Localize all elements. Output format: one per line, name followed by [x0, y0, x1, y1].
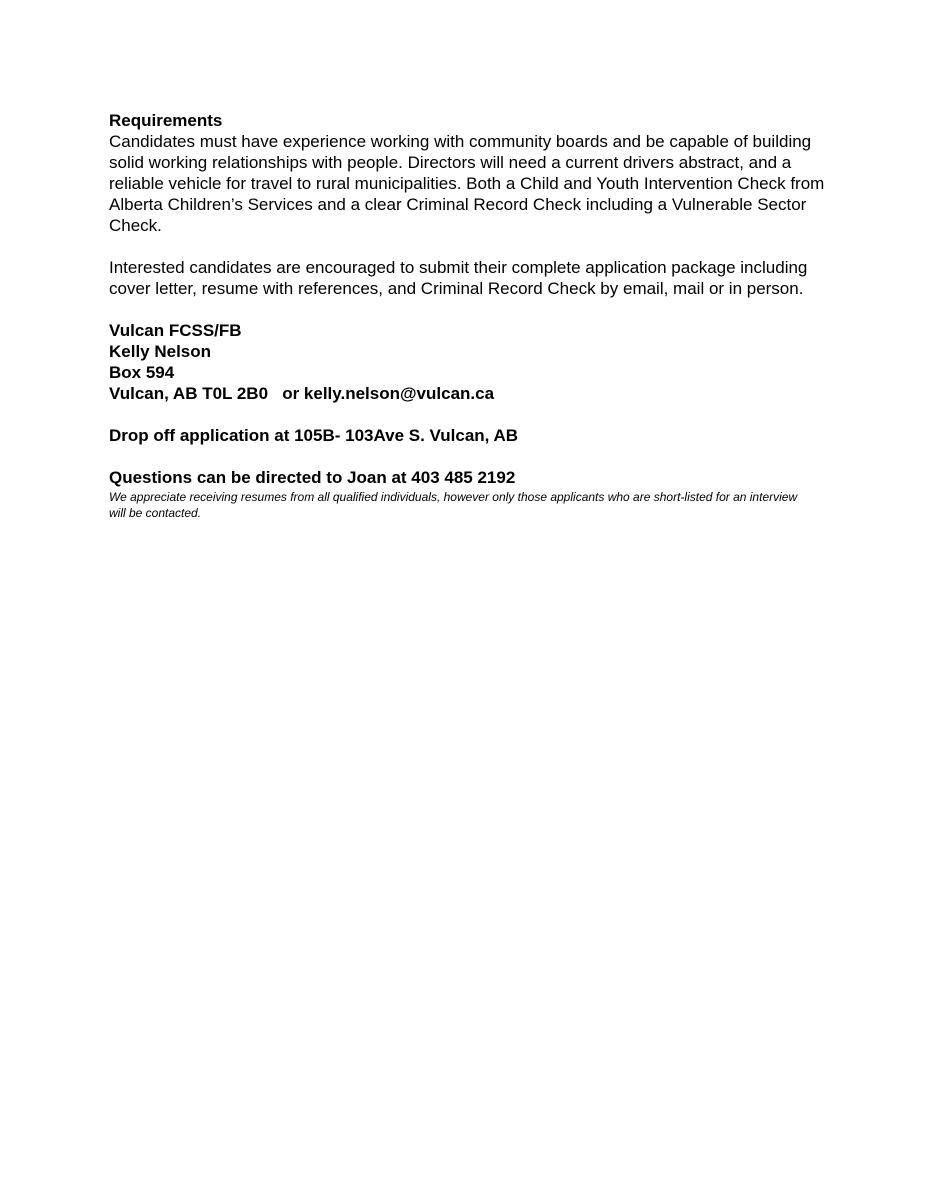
application-paragraph: Interested candidates are encouraged to submit their complete application package including cover letter, resume with references, and Criminal Record Check by email, mail or in person.: [109, 258, 808, 298]
requirements-heading: Requirements: [109, 111, 223, 130]
contact-name: Kelly Nelson: [109, 342, 212, 361]
document-body: [109, 110, 829, 521]
disclaimer-note: We appreciate receiving resumes from all qualified individuals, however only those applicants who are short-listed for an interview will be contacted.: [109, 490, 798, 520]
contact-organization: Vulcan FCSS/FB: [109, 321, 242, 340]
questions-line: Questions can be directed to Joan at 403 485 2192: [109, 468, 516, 487]
requirements-paragraph: Candidates must have experience working with community boards and be capable of building solid working relationships with people. Directors will need a current drivers abstract, and a reliable vehicle for travel to rural municipalities. Both a Child and Youth Intervention Check from Alberta Children’s Services and a clear Criminal Record Check including a Vulnerable Sector Check.: [109, 132, 825, 235]
contact-block: [109, 320, 829, 404]
dropoff-line: Drop off application at 105B- 103Ave S. Vulcan, AB: [109, 426, 519, 445]
contact-city-email: Vulcan, AB T0L 2B0 or kelly.nelson@vulcan.ca: [109, 384, 495, 403]
contact-box: Box 594: [109, 363, 175, 382]
